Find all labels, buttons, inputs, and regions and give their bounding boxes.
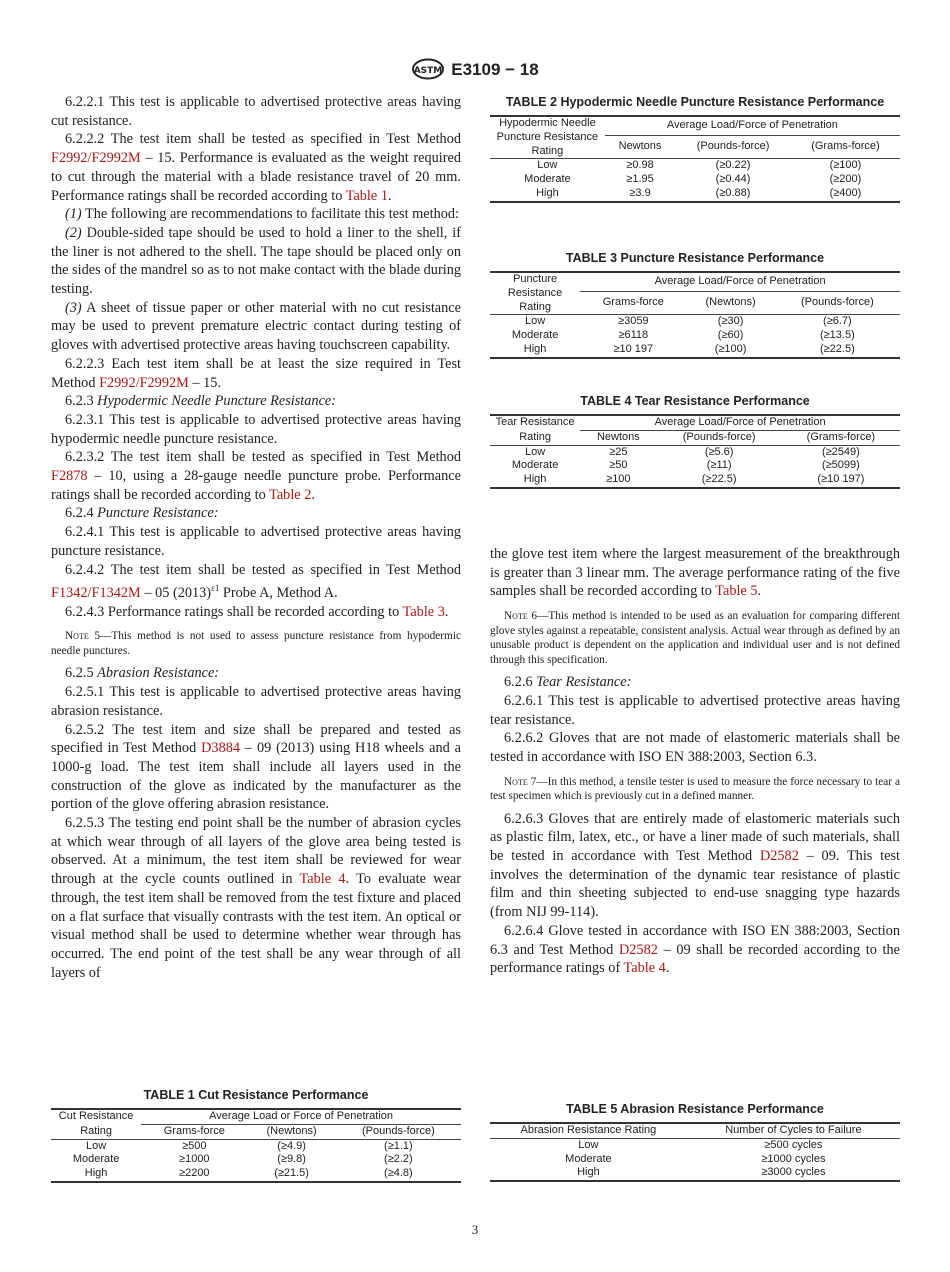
italic-text: (3) [65,299,82,316]
col-header: (Pounds-force) [675,136,791,159]
table-4 [490,394,900,489]
table-3 [490,251,900,359]
table-rowhead: Puncture Resistance Rating [490,272,580,315]
table-row [490,329,900,343]
paragraph: 6.2.4.2 The test item shall be tested as specified in Test Method F1342/F1342M – 05 $(2013)^{\varepsilon 1}$ Probe A, Method A. [51,561,461,602]
paragraph: 6.2.2.2 The test item shall be tested as specified in Test Method F2992/F2992M – 15. Performance is evaluated as the weight required to cut through the material with a blade resistance travel of 20 mm. Performance ratings shall be recorded according to Table 1. [51,131,461,204]
reference-link[interactable]: F2992/F2992M [99,374,189,391]
table-row [490,473,900,488]
paragraph: 6.2.4 Puncture Resistance: [65,505,219,522]
col-header: Newtons [580,430,656,445]
paragraph: 6.2.4.3 Performance ratings shall be recorded according to Table 3. [65,603,449,620]
italic-text: Hypodermic Needle Puncture Resistance: [97,393,337,410]
paragraph: (2) Double-sided tape should be used to hold a liner to the shell, if the liner is not adhered to the shell. The tape should be placed only on the sides of the mandrel so as to not make contact with the blade during testing. [51,224,461,298]
reference-link[interactable]: D2582 [618,941,658,958]
table-cell: ≥50 [609,459,628,472]
table-cell: ≥500 cycles [764,1138,823,1151]
paragraph: (1) The following are recommendations to facilitate this test method: [65,206,459,223]
page-number: 3 [471,1222,479,1237]
col-header: Grams-force [580,292,686,315]
table-row [51,1153,461,1167]
note: Note 5—This method is not used to assess puncture resistance from hypodermic needle punctures. [51,630,461,657]
paragraph: 6.2.5.1 This test is applicable to advertised protective areas having abrasion resistance. [51,684,461,719]
table-cell: ≥1.95 [626,173,654,186]
table-title: TABLE 4 Tear Resistance Performance [580,394,810,408]
table-cell: Moderate [511,329,559,342]
col-header: (Pounds-force) [657,430,782,445]
left-column [51,93,461,982]
table-title: TABLE 2 Hypodermic Needle Puncture Resistance Performance [505,95,885,109]
table-cell: ≥6118 [618,329,649,342]
table-row [490,1138,900,1152]
table-rowhead: Tear Resistance [490,415,580,430]
note: Note 6—This method is intended to be used as an evaluation for comparing different glove styles against a repeatable, consistent analysis. Actual wear through as defined by an unusable product is dependent on the application and individual user and is not defined through this specification. [490,610,901,666]
italic-text: (2) [65,224,82,241]
col-header: Grams-force [141,1124,247,1139]
table-cell: (≥9.8) [277,1153,306,1166]
table-cell: (≥10 197) [782,473,900,488]
reference-link[interactable]: Table 4 [299,871,346,888]
table-row [490,187,900,202]
table-cell: (≥100) [829,159,862,172]
table-cell: High [490,473,580,488]
table-cell: Low [537,159,558,172]
table-cell: (≥5099) [821,459,860,472]
col-header: (Grams-force) [791,136,900,159]
table-rowhead: Rating [490,430,580,445]
table-cell: (≥4.9) [277,1139,306,1152]
table-cell: ≥1000 cycles [761,1152,826,1165]
superscript: ε1 [211,583,220,594]
paragraph: 6.2.2.1 This test is applicable to advertised protective areas having cut resistance. [51,94,461,129]
table-group-header: Average Load/Force of Penetration [580,272,900,292]
reference-link[interactable]: D3884 [201,740,241,757]
col-header: (Newtons) [686,292,774,315]
table-cell: (≥4.8) [336,1167,461,1182]
table-cell: ≥3059 [618,315,649,328]
table-cell: Moderate [72,1153,120,1166]
col-header: Newtons [605,136,675,159]
reference-link[interactable]: Table 3 [402,603,445,620]
table-group-header: Average Load/Force of Penetration [580,415,900,430]
table-group-header: Average Load/Force of Penetration [605,116,900,136]
table-cell: (≥5.6) [704,445,734,458]
table-rowhead: Rating [51,1124,141,1139]
reference-link[interactable]: F1342/F1342M [51,585,141,602]
paragraph: 6.2.4.1 This test is applicable to advertised protective areas having puncture resistance. [51,524,461,559]
table-cell: (≥60) [717,329,744,342]
paragraph: the glove test item where the largest measurement of the breakthrough is greater than 3 linear mm. The average performance rating of the five samples shall be recorded according to Table 5. [490,546,900,600]
paragraph: 6.2.5.2 The test item and size shall be prepared and tested as specified in Test Method D3884 – 09 (2013) using H18 wheels and a 1000-g load. The test item shall include all layers used in the construction of the glove as indicated by the manufacturer as the portion of the glove offering abrasion resistance. [51,721,461,813]
table-row [490,173,900,187]
table-cell: (≥1.1) [384,1139,413,1152]
table-cell: (≥0.22) [715,159,751,172]
paragraph: 6.2.3.2 The test item shall be tested as specified in Test Method F2878 – 10, using a 28-gauge needle puncture probe. Performance ratings shall be recorded according to Table 2. [51,449,461,503]
table-cell: (≥21.5) [247,1167,335,1182]
table-cell: ≥2200 [141,1167,247,1182]
table-cell: Moderate [524,173,571,186]
table-rowhead: Cut Resistance [51,1109,141,1124]
table-cell: (≥100) [686,343,774,358]
table-cell: ≥10 197 [580,343,686,358]
table-cell: Low [525,445,546,458]
reference-link[interactable]: D2582 [759,848,799,865]
table-row [490,445,900,459]
paragraph: 6.2.5.3 The testing end point shall be the number of abrasion cycles at which wear through of all layers of the glove area being tested is observed. At a minimum, the test item shall be reviewed for wear through at the cycle counts outlined in Table 4. To evaluate wear through, the test item shall be removed from the test fixture and placed on a flat surface that visually contrasts with the test item. An optical or visual method shall be used to determine whether wear through has occurred. The end point of the test shall be any wear through of all layers of [51,815,461,981]
reference-link[interactable]: Table 4 [623,960,666,977]
table-2 [490,95,900,203]
table-row [51,1167,461,1182]
table-cell: High [490,343,580,358]
table-title: TABLE 1 Cut Resistance Performance [143,1088,369,1102]
table-row [490,1153,900,1167]
table-cell: (≥2.2) [384,1153,413,1166]
reference-link[interactable]: Table 2 [269,486,312,503]
table-cell: (≥2549) [821,445,860,458]
col-header: Abrasion Resistance Rating [490,1123,687,1138]
table-title: TABLE 5 Abrasion Resistance Performance [566,1102,824,1116]
reference-link[interactable]: F2992/F2992M [51,150,141,167]
table-cell: (≥22.5) [775,343,900,358]
table-cell: ≥3000 cycles [687,1166,900,1181]
reference-link[interactable]: F2878 [51,468,88,485]
table-cell: (≥11) [706,459,732,472]
table-row [490,315,900,329]
table-cell: (≥22.5) [657,473,782,488]
astm-logo-icon [411,58,445,80]
note: Note 7—In this method, a tensile tester is used to measure the force necessary to tear a test specimen which is previously cut in a defined manner. [490,775,900,803]
table-title: TABLE 3 Puncture Resistance Performance [565,251,825,265]
paragraph: 6.2.6.4 Glove tested in accordance with ISO EN 388:2003, Section 6.3 and Test Method D2582 – 09 shall be recorded according to the performance ratings of Table 4. [490,922,900,977]
paragraph: 6.2.2.3 Each test item shall be at least the size required in Test Method F2992/F2992M – 15. [51,355,461,391]
table-row [490,459,900,473]
table-cell: ≥25 [609,445,628,458]
col-header: (Newtons) [247,1124,335,1139]
table-cell: Low [525,315,546,328]
right-column [490,545,900,978]
paragraph: 6.2.6.1 This test is applicable to advertised protective areas having tear resistance. [490,692,900,728]
table-cell: Moderate [565,1152,612,1165]
italic-text: Abrasion Resistance: [97,665,220,682]
table-group-header: Average Load or Force of Penetration [141,1109,461,1124]
table-cell: (≥30) [717,315,744,328]
table-row [490,1166,900,1181]
table-cell: High [490,1166,687,1181]
table-row [490,159,900,173]
italic-text: (1) [65,206,82,223]
paragraph: 6.2.6.3 Gloves that are entirely made of elastomeric materials such as plastic film, latex, etc., or have a liner made of such materials, shall be tested in accordance with Test Method D2582 – 09. This test involves the determination of the dynamic tear resistance of plastic film and thin sheeting subjected to end-use snagging type hazards (from NIJ 99-114). [490,810,900,921]
document-id: E3109 − 18 [451,60,539,79]
table-rowhead: Hypodermic Needle Puncture Resistance Rating [490,116,605,159]
paragraph: 6.2.6 Tear Resistance: [504,674,632,691]
table-cell: (≥6.7) [823,315,852,328]
svg-text:ASTM: ASTM [413,66,443,76]
table-5 [490,1102,900,1182]
page-header [0,58,950,80]
table-cell: ≥0.98 [626,159,654,172]
table-cell: Moderate [511,459,559,472]
italic-text: Puncture Resistance: [97,505,219,522]
reference-link[interactable]: Table 1 [345,187,388,204]
paragraph: 6.2.6.2 Gloves that are not made of elastomeric materials shall be tested in accordance with ISO EN 388:2003, Section 6.3. [490,730,900,765]
table-cell: (≥400) [791,187,900,202]
col-header: Number of Cycles to Failure [687,1123,900,1138]
table-cell: Low [578,1138,599,1151]
table-cell: ≥100 [580,473,656,488]
paragraph: 6.2.3.1 This test is applicable to advertised protective areas having hypodermic needle puncture resistance. [51,411,461,447]
paragraph: 6.2.3 Hypodermic Needle Puncture Resistance: [65,393,337,410]
table-cell: ≥500 [182,1139,207,1152]
table-cell: (≥200) [829,173,862,186]
table-cell: ≥1000 [179,1153,210,1166]
reference-link[interactable]: Table 5 [715,583,758,600]
col-header: (Grams-force) [782,430,900,445]
table-cell: (≥0.44) [715,173,751,186]
table-cell: High [51,1167,141,1182]
table-row [490,343,900,358]
paragraph: 6.2.5 Abrasion Resistance: [65,665,220,682]
table-row [51,1139,461,1153]
col-header: (Pounds-force) [336,1124,461,1139]
italic-text: Tear Resistance: [536,674,632,691]
table-cell: High [490,187,605,202]
paragraph: (3) A sheet of tissue paper or other material with no cut resistance may be used to prevent premature electric contact during testing of gloves with advertised protective areas having touchscreen capability. [51,299,461,354]
table-cell: (≥0.88) [675,187,791,202]
col-header: (Pounds-force) [775,292,900,315]
table-cell: ≥3.9 [605,187,675,202]
table-1 [51,1088,461,1183]
table-cell: (≥13.5) [819,329,855,342]
table-cell: Low [86,1139,107,1152]
